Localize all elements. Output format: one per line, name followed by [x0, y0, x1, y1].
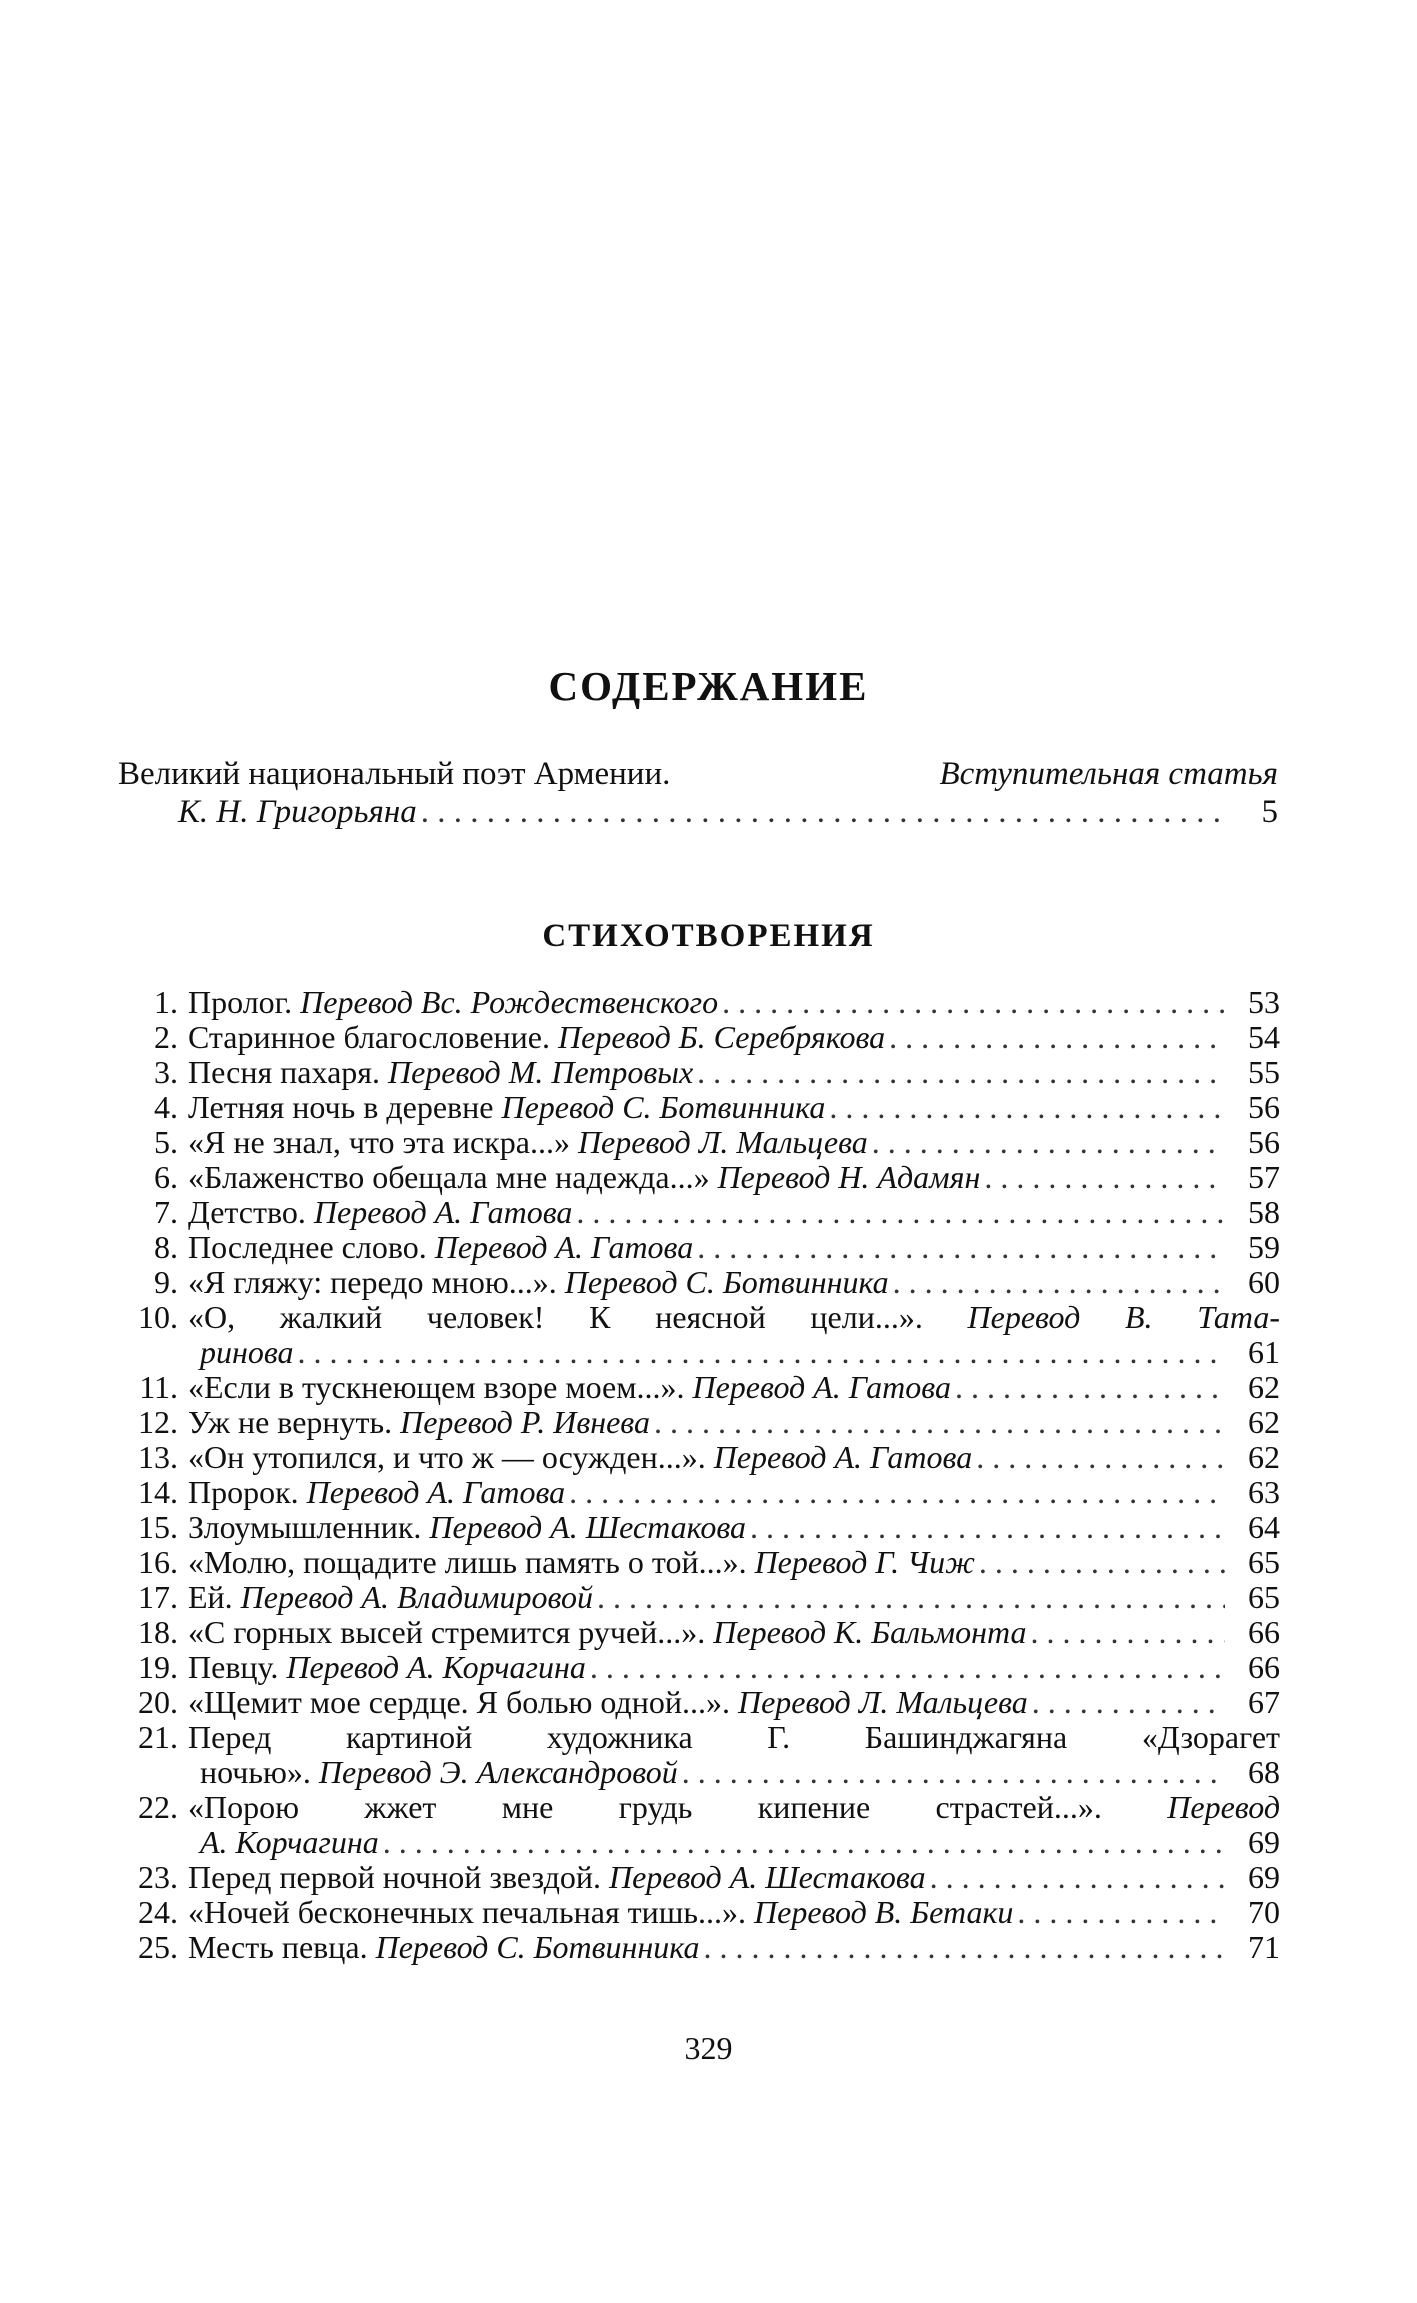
entry-body: [188, 1055, 1280, 1090]
entry-translator: Перевод А. Гатова: [306, 1474, 566, 1510]
entry-title: Ей.: [188, 1579, 233, 1615]
dot-leader: [678, 1755, 1225, 1790]
dot-leader: [889, 1265, 1225, 1300]
dot-leader: [1026, 1615, 1225, 1650]
dot-leader: [417, 793, 1223, 831]
entry-translator: Перевод Л. Мальцева: [737, 1684, 1028, 1720]
entry-translator-cont: ринова: [200, 1334, 294, 1370]
entry-body: [188, 1475, 1280, 1510]
entry-title: «Щемит мое сердце. Я болью одной...».: [188, 1684, 730, 1720]
entry-page: 67: [1248, 1684, 1280, 1720]
entry-body: [188, 1265, 1280, 1300]
entry-title: Певцу.: [188, 1649, 279, 1685]
entry-body: [188, 1510, 1280, 1545]
intro-line-2: [118, 793, 1278, 831]
entry-title: «Я гляжу: передо мною...».: [188, 1264, 557, 1300]
entry-translator: Перевод Вс. Рождественского: [300, 984, 719, 1020]
entry-number: 23.: [138, 1859, 178, 1895]
dot-leader: [825, 1090, 1225, 1125]
entry-body: [188, 1440, 1280, 1475]
entry-title: Детство.: [188, 1194, 306, 1230]
entry-number: 4.: [154, 1089, 178, 1125]
entry-body: [188, 1545, 1280, 1580]
entry-title: Месть певца.: [188, 1929, 368, 1965]
entry-title: «Блаженство обещала мне надежда...»: [188, 1159, 710, 1195]
entry-translator: Перевод К. Бальмонта: [713, 1614, 1027, 1650]
entry-translator: Перевод Н. Адамян: [717, 1159, 981, 1195]
entry-body: [188, 1300, 1280, 1370]
entry-body: [188, 1370, 1280, 1405]
dot-leader: [980, 1160, 1225, 1195]
toc-entry: [110, 1370, 1280, 1405]
entry-title: «Он утопился, и что ж — осужден...».: [188, 1439, 706, 1475]
entry-number: 11.: [139, 1369, 178, 1405]
entry-page: 57: [1248, 1159, 1280, 1195]
entry-number: 3.: [154, 1054, 178, 1090]
dot-leader: [975, 1545, 1225, 1580]
section-title: СТИХОТВОРЕНИЯ: [542, 918, 875, 954]
entry-body: [188, 1090, 1280, 1125]
entry-number: 1.: [154, 984, 178, 1020]
entry-page: 66: [1248, 1614, 1280, 1650]
entry-line-1: [188, 1790, 1280, 1825]
entry-title: Пролог.: [188, 984, 293, 1020]
dot-leader: [868, 1125, 1225, 1160]
entry-number: 18.: [138, 1614, 178, 1650]
dot-leader: [1013, 1895, 1225, 1930]
entry-translator: Перевод С. Ботвинника: [501, 1089, 826, 1125]
entry-title-cont: ночью».: [200, 1754, 311, 1790]
entry-number: 5.: [154, 1124, 178, 1160]
toc-entry: [110, 1615, 1280, 1650]
entry-number: 21.: [138, 1719, 178, 1755]
entry-page: 55: [1248, 1054, 1280, 1090]
dot-leader: [885, 1020, 1225, 1055]
entry-body: [188, 1230, 1280, 1265]
toc-entry: [110, 1300, 1280, 1370]
entry-body: [188, 1125, 1280, 1160]
entry-body: [188, 1790, 1280, 1860]
entry-page: 63: [1248, 1474, 1280, 1510]
entry-translator: Перевод М. Петровых: [387, 1054, 694, 1090]
entry-number: 25.: [138, 1929, 178, 1965]
toc-entry: [110, 1020, 1280, 1055]
entry-page: 70: [1248, 1894, 1280, 1930]
entry-page: 62: [1248, 1439, 1280, 1475]
entry-page: 65: [1248, 1579, 1280, 1615]
entry-number: 7.: [154, 1194, 178, 1230]
toc-entry: [110, 1160, 1280, 1195]
entry-title: Последнее слово.: [188, 1229, 427, 1265]
entry-translator: Перевод Б. Серебрякова: [558, 1019, 886, 1055]
entry-body: [188, 1895, 1280, 1930]
entry-body: [188, 1720, 1280, 1790]
entry-translator-cont: А. Корчагина: [200, 1824, 379, 1860]
toc-entry: [110, 1580, 1280, 1615]
entry-page: 68: [1248, 1754, 1280, 1790]
entry-page: 69: [1248, 1824, 1280, 1860]
intro-line-1: [118, 755, 1278, 793]
toc-list: [110, 985, 1280, 1965]
dot-leader: [586, 1650, 1225, 1685]
entry-number: 17.: [138, 1579, 178, 1615]
entry-number: 16.: [138, 1544, 178, 1580]
entry-line-2: [188, 1335, 1280, 1370]
entry-body: [188, 1930, 1280, 1965]
entry-body: [188, 985, 1280, 1020]
entry-page: 71: [1248, 1929, 1280, 1965]
dot-leader: [693, 1230, 1225, 1265]
entry-body: [188, 1860, 1280, 1895]
dot-leader: [699, 1930, 1225, 1965]
entry-translator: Перевод А. Владимировой: [240, 1579, 593, 1615]
entry-number: 13.: [138, 1439, 178, 1475]
entry-translator: Перевод А. Шестакова: [429, 1509, 746, 1545]
entry-translator: Перевод Л. Мальцева: [577, 1124, 868, 1160]
entry-number: 6.: [154, 1159, 178, 1195]
toc-entry: [110, 1440, 1280, 1475]
entry-number: 15.: [138, 1509, 178, 1545]
entry-title: «Я не знал, что эта искра...»: [188, 1124, 570, 1160]
entry-translator: Перевод В. Бетаки: [754, 1894, 1014, 1930]
dot-leader: [565, 1475, 1225, 1510]
toc-entry: [110, 1405, 1280, 1440]
entry-title: Уж не вернуть.: [188, 1404, 393, 1440]
entry-title: Песня пахаря.: [188, 1054, 380, 1090]
entry-body: [188, 1650, 1280, 1685]
entry-page: 64: [1248, 1509, 1280, 1545]
entry-page: 56: [1248, 1124, 1280, 1160]
toc-entry: [110, 1055, 1280, 1090]
entry-title: «Молю, пощадите лишь память о той...».: [188, 1544, 747, 1580]
entry-number: 8.: [154, 1229, 178, 1265]
intro-text: Великий национальный поэт Армении.: [118, 756, 671, 792]
entry-page: 54: [1248, 1019, 1280, 1055]
toc-entry: [110, 1895, 1280, 1930]
dot-leader: [1028, 1685, 1225, 1720]
entry-translator: Перевод А. Корчагина: [286, 1649, 586, 1685]
page-ref: 5: [1261, 794, 1278, 830]
dot-leader: [693, 1055, 1225, 1090]
entry-translator: Перевод Э. Александровой: [318, 1754, 678, 1790]
entry-page: 66: [1248, 1649, 1280, 1685]
dot-leader: [593, 1580, 1225, 1615]
toc-entry: [110, 1090, 1280, 1125]
toc-entry: [110, 1685, 1280, 1720]
toc-entry: [110, 1860, 1280, 1895]
entry-translator: Перевод С. Ботвинника: [375, 1929, 700, 1965]
toc-entry: [110, 985, 1280, 1020]
toc-entry: [110, 1475, 1280, 1510]
entry-translator: Перевод Г. Чиж: [754, 1544, 975, 1580]
dot-leader: [572, 1195, 1225, 1230]
entry-translator: Перевод В. Тата-: [967, 1299, 1281, 1335]
dot-leader: [718, 985, 1225, 1020]
entry-page: 61: [1248, 1334, 1280, 1370]
intro-entry: [118, 755, 1278, 831]
entry-translator: Перевод А. Шестакова: [608, 1859, 926, 1895]
toc-entry: [110, 1720, 1280, 1790]
entry-line-2: [188, 1825, 1280, 1860]
entry-translator: Перевод С. Ботвинника: [564, 1264, 889, 1300]
dot-leader: [926, 1860, 1225, 1895]
entry-number: 9.: [154, 1264, 178, 1300]
dot-leader: [650, 1405, 1225, 1440]
entry-body: [188, 1580, 1280, 1615]
entry-page: 60: [1248, 1264, 1280, 1300]
toc-entry: [110, 1650, 1280, 1685]
dot-leader: [951, 1370, 1225, 1405]
entry-title: «Ночей бесконечных печальная тишь...».: [188, 1894, 746, 1930]
entry-number: 20.: [138, 1684, 178, 1720]
intro-author: К. Н. Григорьяна: [178, 794, 417, 830]
entry-translator: Перевод А. Гатова: [692, 1369, 951, 1405]
entry-title: Перед картиной художника Г. Башинджагяна «Дзорагет: [188, 1719, 1280, 1755]
entry-title: Пророк.: [188, 1474, 299, 1510]
toc-entry: [110, 1510, 1280, 1545]
page-title: СОДЕРЖАНИЕ: [548, 663, 869, 709]
entry-title: «О, жалкий человек! К неясной цели...».: [188, 1299, 923, 1335]
entry-number: 22.: [138, 1789, 178, 1825]
entry-translator: Перевод Р. Ивнева: [400, 1404, 650, 1440]
entry-title: Старинное благословение.: [188, 1019, 550, 1055]
entry-body: [188, 1615, 1280, 1650]
toc-entry: [110, 1265, 1280, 1300]
dot-leader: [972, 1440, 1225, 1475]
entry-number: 14.: [138, 1474, 178, 1510]
entry-page: 58: [1248, 1194, 1280, 1230]
entry-body: [188, 1195, 1280, 1230]
entry-line-1: [188, 1300, 1280, 1335]
toc-entry: [110, 1230, 1280, 1265]
entry-number: 10.: [138, 1299, 178, 1335]
entry-page: 62: [1248, 1404, 1280, 1440]
entry-translator: Перевод: [1167, 1789, 1281, 1825]
entry-title: Перед первой ночной звездой.: [188, 1859, 601, 1895]
entry-body: [188, 1020, 1280, 1055]
entry-translator: Перевод А. Гатова: [434, 1229, 694, 1265]
entry-number: 19.: [138, 1649, 178, 1685]
entry-title: «Порою жжет мне грудь кипение страстей...».: [188, 1789, 1102, 1825]
entry-title: Злоумышленник.: [188, 1509, 422, 1545]
page-number: 329: [684, 2030, 733, 2066]
entry-page: 65: [1248, 1544, 1280, 1580]
dot-leader: [746, 1510, 1225, 1545]
dot-leader: [294, 1335, 1225, 1370]
intro-italic-a: Вступительная статья: [939, 756, 1278, 792]
entry-body: [188, 1405, 1280, 1440]
entry-title: «С горных высей стремится ручей...».: [188, 1614, 706, 1650]
entry-page: 59: [1248, 1229, 1280, 1265]
entry-translator: Перевод А. Гатова: [713, 1439, 973, 1475]
entry-line-1: [188, 1720, 1280, 1755]
entry-page: 69: [1248, 1859, 1280, 1895]
entry-page: 62: [1248, 1369, 1280, 1405]
toc-entry: [110, 1790, 1280, 1860]
entry-page: 53: [1248, 984, 1280, 1020]
dot-leader: [379, 1825, 1225, 1860]
entry-body: [188, 1685, 1280, 1720]
entry-body: [188, 1160, 1280, 1195]
toc-entry: [110, 1195, 1280, 1230]
toc-entry: [110, 1545, 1280, 1580]
entry-title: «Если в тускнеющем взоре моем...».: [188, 1369, 685, 1405]
entry-page: 56: [1248, 1089, 1280, 1125]
toc-entry: [110, 1930, 1280, 1965]
entry-number: 24.: [138, 1894, 178, 1930]
entry-title: Летняя ночь в деревне: [188, 1089, 494, 1125]
entry-line-2: [188, 1755, 1280, 1790]
toc-entry: [110, 1125, 1280, 1160]
entry-translator: Перевод А. Гатова: [313, 1194, 573, 1230]
entry-number: 12.: [138, 1404, 178, 1440]
entry-number: 2.: [154, 1019, 178, 1055]
